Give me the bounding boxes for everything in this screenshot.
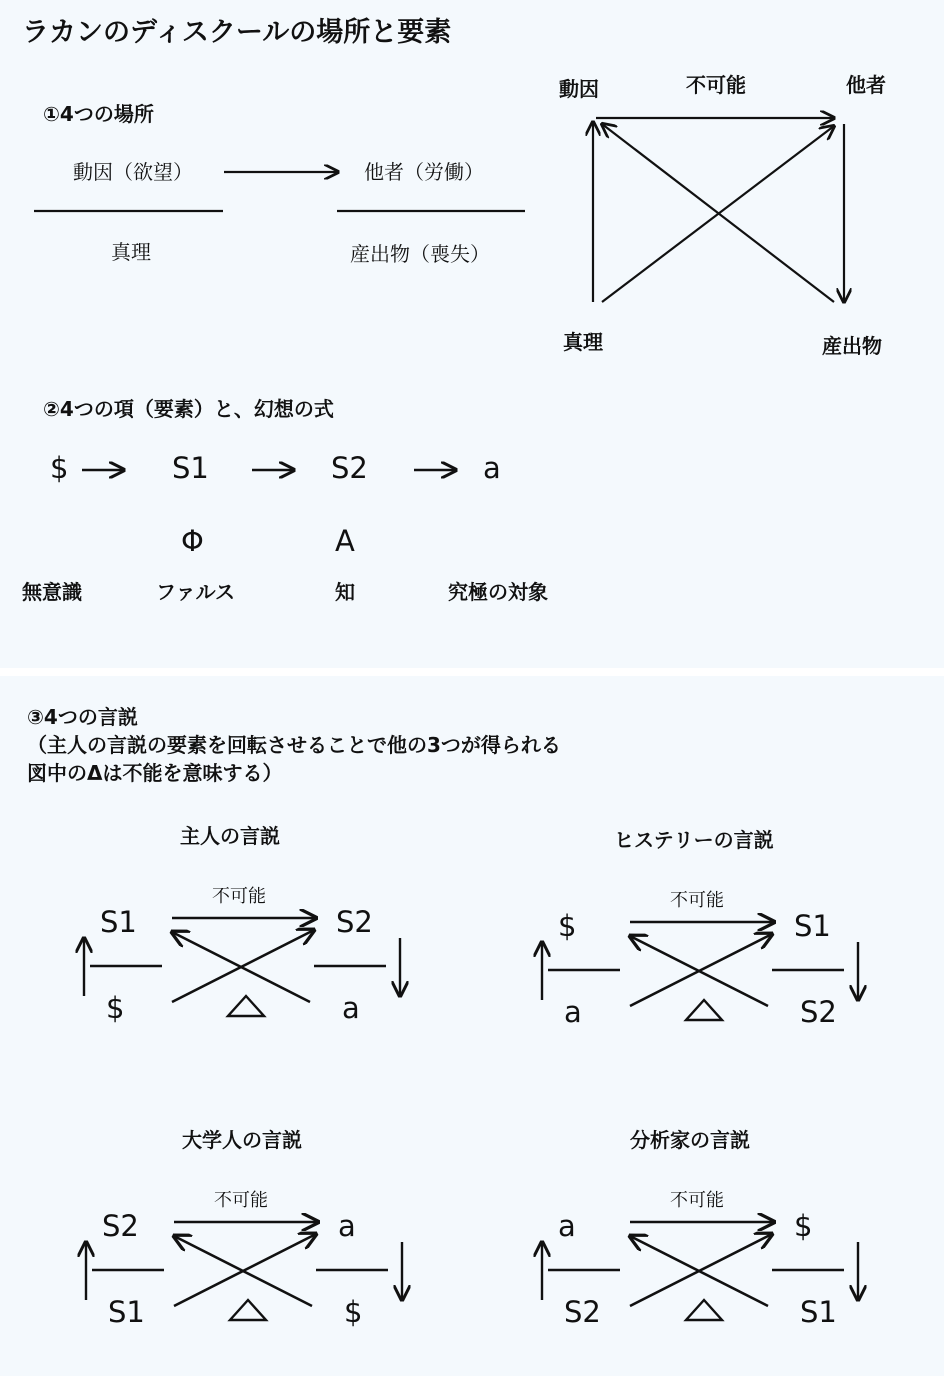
- discourse-block: [538, 1130, 868, 1340]
- discourse-other: S2: [336, 905, 373, 939]
- discourse-product: $: [344, 1295, 363, 1329]
- term-object-a: a: [483, 451, 501, 485]
- diagram-truth-label: 真理: [563, 330, 603, 354]
- impotence-triangle: [686, 1300, 722, 1320]
- section2-heading: ②4つの項（要素）と、幻想の式: [43, 397, 334, 421]
- formula-truth-label: 真理: [111, 240, 151, 264]
- symbol-phi: Φ: [181, 524, 204, 558]
- impotence-triangle: [686, 1000, 722, 1020]
- discourse-arrows: [538, 1130, 868, 1340]
- discourse-name: 分析家の言説: [630, 1128, 750, 1152]
- discourse-agent: a: [558, 1209, 576, 1243]
- term-s1: S1: [172, 451, 209, 485]
- truth-other-arrow: [172, 930, 314, 1002]
- discourse-truth: S1: [108, 1295, 145, 1329]
- formula-other-label: 他者（労働）: [364, 160, 484, 184]
- discourse-other: S1: [794, 909, 831, 943]
- truth-other-arrow: [630, 934, 772, 1006]
- discourse-truth: $: [106, 991, 125, 1025]
- discourse-impossible-label: 不可能: [214, 1190, 268, 1211]
- discourse-agent: $: [558, 909, 577, 943]
- discourse-arrows: [82, 1130, 412, 1340]
- meaning-unconscious: 無意識: [22, 580, 82, 604]
- discourse-block: [80, 826, 410, 1036]
- discourse-name: ヒステリーの言説: [614, 828, 774, 852]
- meaning-knowledge: 知: [335, 580, 355, 604]
- discourse-name: 大学人の言説: [182, 1128, 302, 1152]
- diagram-product-label: 産出物: [822, 334, 882, 358]
- diagram-agent-label: 動因: [559, 77, 599, 101]
- discourse-other: a: [338, 1209, 356, 1243]
- discourse-product: a: [342, 991, 360, 1025]
- section3-heading-line3: 図中のΔは不能を意味する）: [27, 761, 283, 785]
- formula-product-label: 産出物（喪失）: [350, 242, 490, 266]
- discourse-agent: S1: [100, 905, 137, 939]
- discourse-truth: a: [564, 995, 582, 1029]
- discourse-arrows: [538, 830, 868, 1040]
- truth-other-arrow: [630, 1234, 772, 1306]
- discourse-other: $: [794, 1209, 813, 1243]
- impotence-triangle: [230, 1300, 266, 1320]
- discourse-impossible-label: 不可能: [670, 890, 724, 911]
- term-barred-subject: $: [50, 451, 69, 485]
- discourse-impossible-label: 不可能: [670, 1190, 724, 1211]
- meaning-phallus: ファルス: [156, 580, 235, 604]
- symbol-big-a: A: [335, 524, 355, 558]
- section3-heading-line2: （主人の言説の要素を回転させることで他の3つが得られる: [27, 733, 561, 757]
- discourse-block: [538, 830, 868, 1040]
- discourse-block: [82, 1130, 412, 1340]
- discourse-impossible-label: 不可能: [212, 886, 266, 907]
- section3-heading-line1: ③4つの言説: [27, 705, 138, 729]
- discourse-agent: S2: [102, 1209, 139, 1243]
- discourse-truth: S2: [564, 1295, 601, 1329]
- discourse-name: 主人の言説: [180, 824, 280, 848]
- truth-other-arrow: [174, 1234, 316, 1306]
- page-title: ラカンのディスクールの場所と要素: [22, 17, 452, 48]
- impotence-triangle: [228, 996, 264, 1016]
- discourse-product: S1: [800, 1295, 837, 1329]
- diagram-impossible-label: 不可能: [686, 73, 746, 97]
- term-s2: S2: [331, 451, 368, 485]
- section1-heading: ①4つの場所: [43, 102, 154, 126]
- diagram-other-label: 他者: [846, 73, 886, 97]
- formula-agent-label: 動因（欲望）: [73, 160, 193, 184]
- discourse-arrows: [80, 826, 410, 1036]
- meaning-ultimate-object: 究極の対象: [448, 580, 548, 604]
- discourse-product: S2: [800, 995, 837, 1029]
